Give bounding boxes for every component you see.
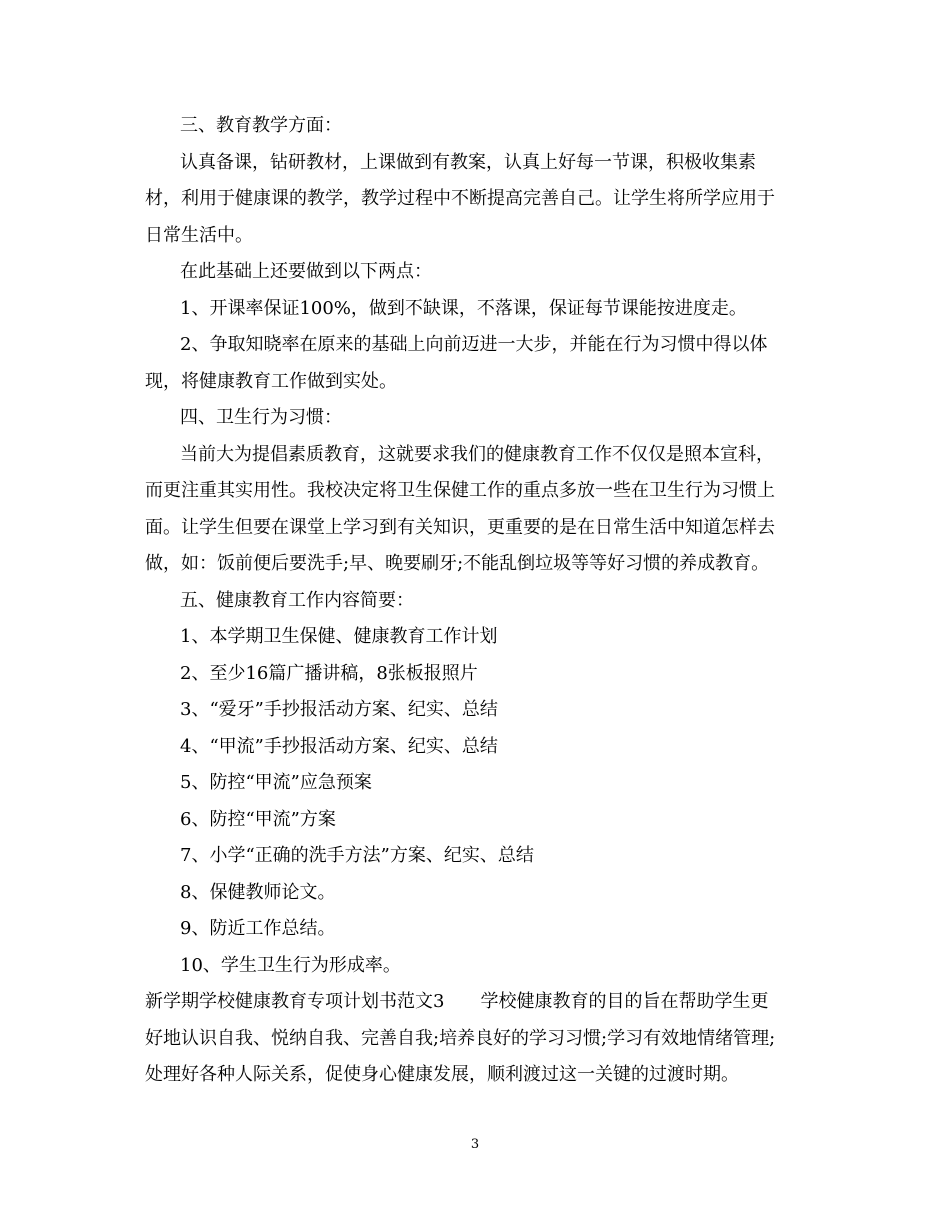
section-heading-content-summary: 五、健康教育工作内容简要： xyxy=(180,589,414,611)
section-heading-hygiene: 四、卫生行为习惯： xyxy=(180,407,342,428)
paragraph-line: 面。让学生但要在课堂上学习到有关知识，更重要的是在日常生活中知道怎样去 xyxy=(145,516,775,538)
paragraph-line: 做，如：饭前便后要洗手;早、晚要刷牙;不能乱倒垃圾等等好习惯的养成教育。 xyxy=(145,553,770,574)
paragraph-line: 认真备课，钻研教材，上课做到有教案，认真上好每一节课，积极收集素 xyxy=(180,151,756,173)
list-item-continuation: 现，将健康教育工作做到实处。 xyxy=(145,370,397,392)
list-item: 8、保健教师论文。 xyxy=(180,881,336,903)
paragraph-line: 日常生活中。 xyxy=(145,224,253,246)
list-item: 1、本学期卫生保健、健康教育工作计划 xyxy=(180,626,498,647)
page-number: 3 xyxy=(470,1137,480,1152)
paragraph-line: 处理好各种人际关系，促使身心健康发展，顺利渡过这一关键的过渡时期。 xyxy=(145,1064,739,1085)
list-item: 10、学生卫生行为形成率。 xyxy=(180,954,401,976)
list-item: 7、小学“正确的洗手方法”方案、纪实、总结 xyxy=(180,845,534,866)
list-item: 6、防控“甲流”方案 xyxy=(180,808,336,830)
list-item: 1、开课率保证100%，做到不缺课，不落课，保证每节课能按进度走。 xyxy=(180,297,747,319)
paragraph-line: 在此基础上还要做到以下两点： xyxy=(180,261,432,282)
list-item: 2、争取知晓率在原来的基础上向前迈进一大步，并能在行为习惯中得以体 xyxy=(180,334,768,355)
paragraph-line: 材，利用于健康课的教学，教学过程中不断提高完善自己。让学生将所学应用于 xyxy=(145,188,775,209)
list-item: 9、防近工作总结。 xyxy=(180,918,336,939)
list-item: 2、至少16篇广播讲稿，8张板报照片 xyxy=(180,662,478,684)
section-heading-teaching: 三、教育教学方面： xyxy=(180,115,342,136)
paragraph-line: 而更注重其实用性。我校决定将卫生保健工作的重点多放一些在卫生行为习惯上 xyxy=(145,480,775,501)
list-item: 4、“甲流”手抄报活动方案、纪实、总结 xyxy=(180,735,498,757)
list-item: 5、防控“甲流”应急预案 xyxy=(180,772,372,793)
paragraph-line: 当前大为提倡素质教育，这就要求我们的健康教育工作不仅仅是照本宣科， xyxy=(180,443,774,465)
document-body xyxy=(145,114,810,1100)
list-item: 3、“爱牙”手抄报活动方案、纪实、总结 xyxy=(180,699,498,720)
paragraph-line: 好地认识自我、悦纳自我、完善自我;培养良好的学习习惯;学习有效地情绪管理; xyxy=(145,1027,776,1049)
sample-title-line: 新学期学校健康教育专项计划书范文3 学校健康教育的目的旨在帮助学生更 xyxy=(145,991,769,1012)
